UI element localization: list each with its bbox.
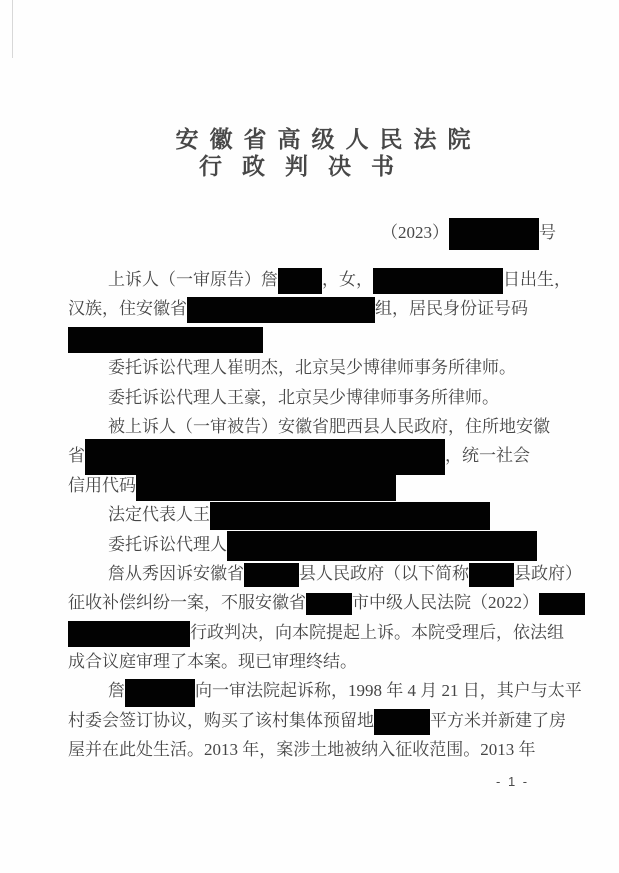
- case-number-redaction: [449, 218, 539, 250]
- text-line: [68, 735, 619, 764]
- document-type-title: 行政判决书: [199, 154, 414, 179]
- text-line: [68, 618, 619, 647]
- text-segment: 县政府）: [514, 563, 582, 583]
- text-line: [68, 706, 619, 735]
- text-line: [68, 559, 619, 588]
- text-segment: 信用代码: [68, 475, 136, 495]
- text-segment: 詹从秀因诉安徽省: [108, 563, 244, 583]
- text-segment: 成合议庭审理了本案。现已审理终结。: [68, 652, 357, 672]
- redaction-bar: [374, 709, 430, 735]
- redaction-bar: [187, 297, 375, 323]
- scan-artifact: [12, 0, 13, 58]
- text-segment: 委托诉讼代理人崔明杰，北京吴少博律师事务所律师。: [108, 358, 516, 378]
- text-line: [68, 676, 619, 705]
- text-segment: 委托诉讼代理人: [108, 534, 227, 554]
- text-segment: 市中级人民法院（2022）: [352, 593, 539, 613]
- text-line: [68, 530, 619, 559]
- text-line: [68, 353, 619, 382]
- text-segment: 法定代表人王: [108, 505, 210, 525]
- text-segment: 詹: [108, 681, 125, 701]
- text-segment: ，女，: [322, 270, 373, 289]
- text-segment: 日出生，: [503, 270, 571, 289]
- redaction-bar: [539, 593, 585, 615]
- redaction-bar: [227, 531, 537, 561]
- text-segment: 上诉人（一审原告）詹: [108, 270, 278, 289]
- court-name-title: 安徽省高级人民法院: [175, 127, 482, 152]
- text-line: [68, 500, 619, 529]
- redaction-bar: [68, 621, 190, 647]
- document-header: [0, 0, 619, 181]
- text-segment: 村委会签订协议，购买了该村集体预留地: [68, 710, 374, 730]
- case-number-line: [0, 217, 619, 249]
- text-segment: 行政判决，向本院提起上诉。本院受理后，依法组: [190, 622, 564, 642]
- text-segment: 平方米并新建了房: [430, 710, 566, 730]
- text-segment: 征收补偿纠纷一案，不服安徽省: [68, 593, 306, 613]
- redaction-bar: [136, 473, 396, 501]
- case-number-prefix: （2023）: [381, 223, 449, 242]
- document-body: [0, 265, 619, 765]
- text-line: [68, 412, 619, 441]
- redaction-bar: [469, 563, 514, 587]
- redaction-bar: [125, 679, 195, 707]
- text-line: [68, 265, 619, 294]
- text-segment: 县人民政府（以下简称: [299, 563, 469, 583]
- text-line: [68, 441, 619, 470]
- redaction-bar: [373, 268, 503, 294]
- redaction-bar: [210, 502, 490, 530]
- text-segment: 汉族，住安徽省: [68, 299, 187, 319]
- text-segment: ，统一社会: [445, 446, 530, 466]
- text-line: [68, 647, 619, 676]
- text-segment: 屋并在此处生活。2013 年，案涉土地被纳入征收范围。2013 年: [68, 740, 536, 760]
- text-line: [68, 294, 619, 323]
- text-segment: 委托诉讼代理人王豪，北京吴少博律师事务所律师。: [108, 387, 499, 407]
- redaction-bar: [306, 593, 352, 615]
- text-segment: 省: [68, 446, 85, 466]
- redaction-bar: [244, 563, 299, 587]
- text-line: [68, 471, 619, 500]
- page-number: - 1 -: [496, 774, 530, 789]
- text-segment: 被上诉人（一审被告）安徽省肥西县人民政府，住所地安徽: [108, 416, 550, 436]
- redaction-bar: [278, 268, 322, 294]
- text-line: [68, 588, 619, 617]
- text-line: [68, 324, 619, 353]
- case-number-suffix: 号: [539, 223, 556, 242]
- text-segment: 向一审法院起诉称，1998 年 4 月 21 日，其户与太平: [195, 681, 582, 701]
- text-line: [68, 383, 619, 412]
- redaction-bar: [68, 327, 263, 353]
- text-segment: 组，居民身份证号码: [375, 299, 528, 319]
